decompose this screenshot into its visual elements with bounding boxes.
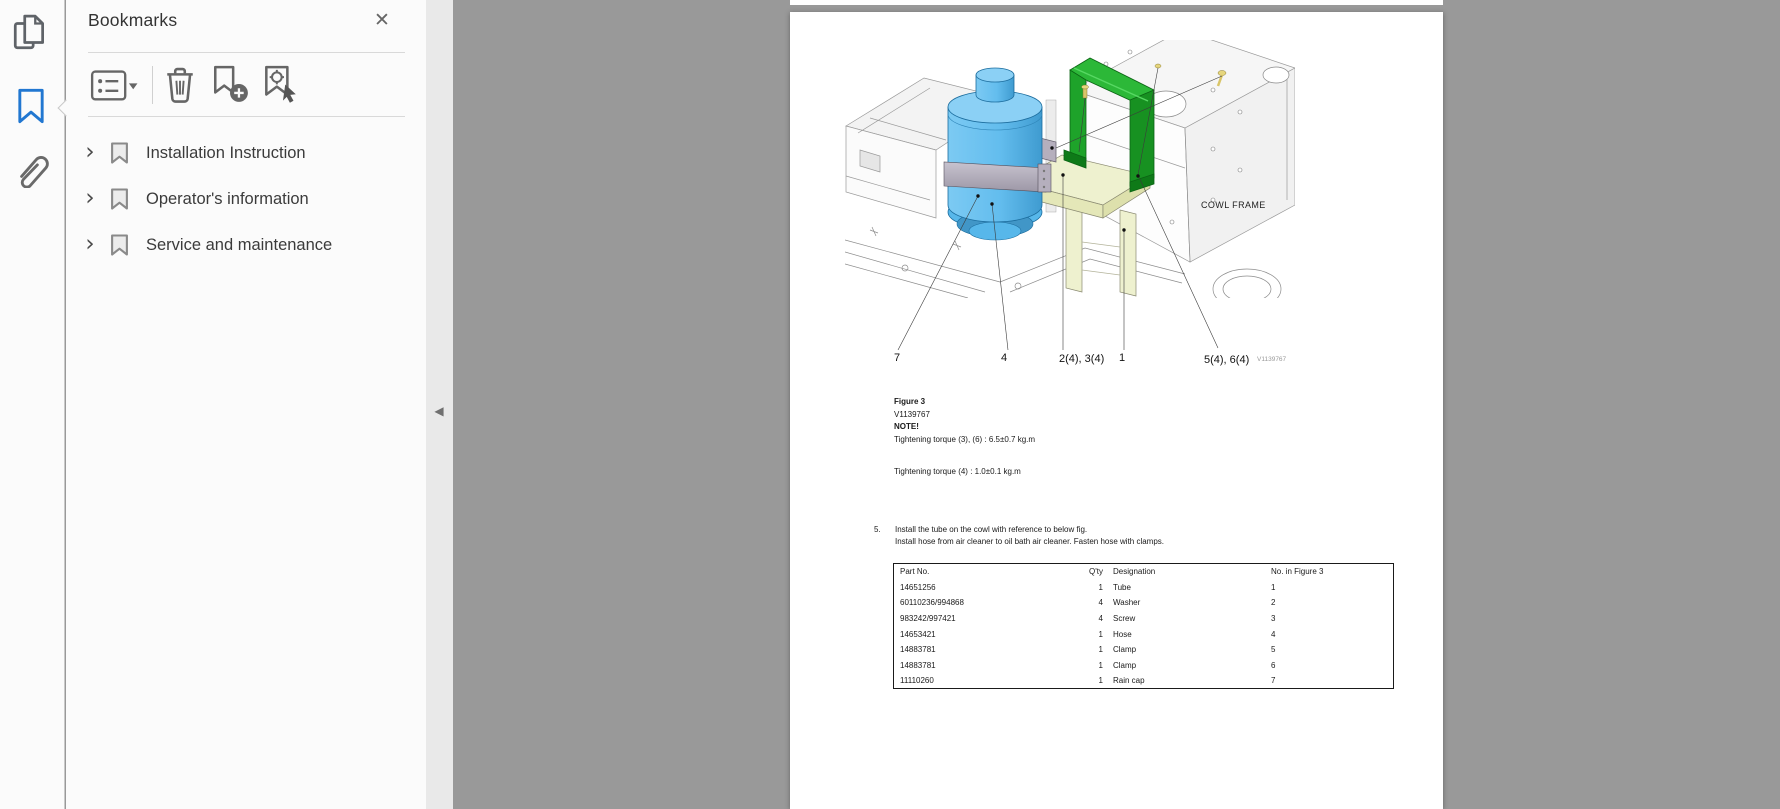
add-bookmark-button[interactable] — [210, 64, 250, 104]
callout-label-2-3: 2(4), 3(4) — [1059, 353, 1105, 365]
toolbar-separator — [152, 66, 153, 104]
callout-label-7: 7 — [894, 352, 901, 364]
note-label: NOTE! — [894, 422, 919, 432]
parts-table — [893, 563, 1394, 689]
locate-bookmark-icon — [260, 92, 300, 107]
expand-chevron-icon[interactable]: › — [85, 185, 95, 211]
table-row — [894, 611, 1393, 627]
air-cleaner-installation-figure — [845, 40, 1295, 350]
table-cell: Hose — [1113, 629, 1132, 639]
collapse-panel-icon[interactable]: ◀ — [429, 400, 449, 422]
toolbar-bottom-separator — [88, 116, 405, 117]
table-cell: 4 — [1098, 598, 1103, 608]
table-row — [894, 673, 1393, 689]
table-cell: 1 — [1098, 582, 1103, 592]
table-cell: 983242/997421 — [900, 614, 956, 624]
column-header: Part No. — [900, 567, 930, 577]
step-line-2: Install hose from air cleaner to oil bath air cleaner. Fasten hose with clamps. — [895, 537, 1165, 546]
bookmarks-panel-button[interactable] — [15, 86, 55, 126]
close-icon[interactable]: ✕ — [368, 6, 396, 34]
expand-chevron-icon[interactable]: › — [85, 231, 95, 257]
torque-note-a: Tightening torque (3), (6) : 6.5±0.7 kg.m — [894, 434, 1036, 444]
panel-title: Bookmarks — [88, 10, 178, 30]
bookmark-item-operators-information[interactable] — [66, 181, 426, 217]
table-cell: 1 — [1098, 645, 1103, 655]
table-cell: 1 — [1271, 582, 1276, 592]
table-row — [894, 642, 1393, 658]
table-cell: Washer — [1113, 598, 1141, 608]
column-header: Q'ty — [1089, 567, 1103, 577]
step-5 — [874, 524, 1164, 548]
table-cell: Tube — [1113, 582, 1131, 592]
header-separator — [88, 52, 405, 53]
bookmark-options-icon — [90, 90, 138, 105]
table-cell: 14653421 — [900, 629, 936, 639]
pdf-page — [790, 12, 1443, 809]
callout-label-5-6: 5(4), 6(4) — [1204, 354, 1250, 366]
step-number: 5. — [874, 525, 881, 534]
table-row — [894, 658, 1393, 674]
table-cell: Screw — [1113, 614, 1136, 624]
table-row — [894, 580, 1393, 596]
table-row — [894, 626, 1393, 642]
panel-resize-gutter[interactable] — [426, 0, 453, 809]
table-cell: 14883781 — [900, 660, 936, 670]
table-cell: 3 — [1271, 614, 1276, 624]
add-bookmark-icon — [210, 92, 250, 107]
delete-icon — [163, 93, 197, 108]
table-cell: Rain cap — [1113, 676, 1145, 686]
bookmark-item-installation-instruction[interactable] — [66, 135, 426, 171]
table-cell: 1 — [1098, 629, 1103, 639]
bookmark-item-service-and-maintenance[interactable] — [66, 227, 426, 263]
column-header: Designation — [1113, 567, 1156, 577]
figure-code-small: V1139767 — [1257, 356, 1287, 363]
table-cell: 14651256 — [900, 582, 936, 592]
bookmark-icon — [110, 187, 129, 216]
bookmark-item-label: Service and maintenance — [146, 236, 333, 254]
pages-panel-button[interactable] — [12, 13, 52, 53]
table-cell: 7 — [1271, 676, 1276, 686]
delete-bookmark-button[interactable] — [163, 65, 197, 105]
step-line-1: Install the tube on the cowl with reference to below fig. — [895, 525, 1088, 534]
cowl-frame-label: COWL FRAME — [1201, 200, 1266, 210]
bookmarks-panel — [66, 0, 426, 809]
column-header: No. in Figure 3 — [1271, 567, 1324, 577]
table-header-row — [894, 564, 1393, 580]
table-cell: 5 — [1271, 645, 1276, 655]
figure-clip-edge — [845, 298, 1295, 312]
bookmark-icon — [110, 233, 129, 262]
torque-note-b: Tightening torque (4) : 1.0±0.1 kg.m — [894, 467, 1021, 477]
figure-title: Figure 3 — [894, 397, 926, 406]
table-cell: 2 — [1271, 598, 1276, 608]
bookmarks-toolbar — [66, 60, 426, 112]
bookmark-options-button[interactable] — [90, 70, 138, 102]
left-icon-rail — [0, 0, 65, 809]
bookmark-item-label: Installation Instruction — [146, 144, 306, 162]
attachments-panel-button[interactable] — [11, 148, 51, 188]
table-cell: 14883781 — [900, 645, 936, 655]
figure-3-drawing — [845, 40, 1295, 350]
expand-chevron-icon[interactable]: › — [85, 139, 95, 165]
table-cell: Clamp — [1113, 660, 1137, 670]
table-cell: 4 — [1271, 629, 1276, 639]
figure-caption — [894, 396, 1035, 479]
locate-bookmark-button[interactable] — [260, 64, 300, 104]
attachments-icon — [11, 148, 51, 188]
parts-table-rows — [894, 580, 1393, 689]
table-cell: 4 — [1098, 614, 1103, 624]
table-cell: 1 — [1098, 676, 1103, 686]
previous-page-edge — [790, 0, 1443, 5]
figure-code: V1139767 — [894, 409, 930, 419]
table-cell: 11110260 — [900, 676, 934, 686]
table-cell: Clamp — [1113, 645, 1137, 655]
table-cell: 6 — [1271, 660, 1276, 670]
table-cell: 1 — [1098, 660, 1103, 670]
bookmark-item-label: Operator's information — [146, 190, 309, 208]
bookmarks-icon — [15, 87, 55, 125]
callout-label-1: 1 — [1119, 352, 1126, 364]
bookmark-icon — [110, 141, 129, 170]
table-row — [894, 595, 1393, 611]
callout-label-4: 4 — [1001, 352, 1008, 364]
table-cell: 60110236/994868 — [900, 598, 964, 608]
pages-icon — [12, 13, 52, 53]
